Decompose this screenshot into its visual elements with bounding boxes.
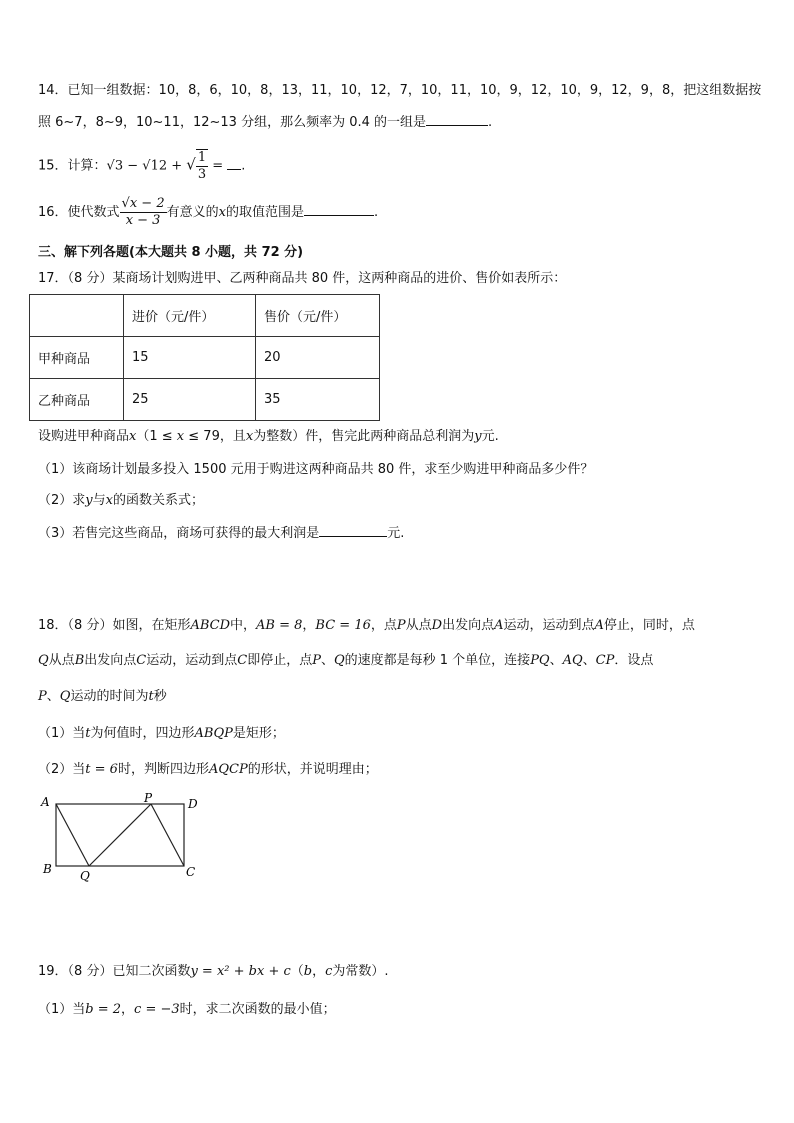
label-b: B — [43, 862, 52, 876]
q14-answer-blank[interactable] — [426, 113, 488, 126]
q18-line3: P、Q运动的时间为t秒 — [38, 689, 167, 704]
table-cell: 15 — [124, 337, 256, 379]
label-p: P — [144, 792, 153, 805]
q17-setup: 设购进甲种商品x（1 ≤ x ≤ 79，且x为整数）件，售完此两种商品总利润为y元. — [38, 429, 499, 444]
table-cell: 甲种商品 — [30, 337, 124, 379]
q18-part1: （1）当t为何值时，四边形ABQP是矩形； — [38, 726, 285, 741]
q19-line1: 19．（8 分）已知二次函数y = x² + bx + c（b，c为常数）. — [38, 964, 389, 979]
q18-line1: 18．（8 分）如图，在矩形ABCD中，AB = 8，BC = 16，点P从点D出发向点A运动，运动到点A停止，同时，点 — [38, 618, 695, 633]
q15-answer-blank[interactable] — [227, 157, 241, 170]
table-cell: 20 — [256, 337, 380, 379]
table-cell: 售价（元/件） — [256, 295, 380, 337]
table-cell: 25 — [124, 379, 256, 421]
q17-stem: 17．（8 分）某商场计划购进甲、乙两种商品共 80 件，这两种商品的进价、售价如表所示： — [38, 271, 567, 286]
section-heading: 三、解下列各题(本大题共 8 小题，共 72 分) — [38, 245, 304, 260]
q17-part2: （2）求y与x的函数关系式； — [38, 493, 205, 508]
label-c: C — [186, 865, 196, 879]
segment-aq — [56, 804, 89, 866]
table-header-row — [30, 295, 380, 337]
q14-line2: 照 6~7，8~9，10~11，12~13 分组，那么频率为 0.4 的一组是 . — [38, 115, 493, 130]
q17-part3: （3）若售完这些商品，商场可获得的最大利润是 元. — [38, 526, 405, 541]
table-cell — [30, 295, 124, 337]
q18-part2: （2）当t = 6时，判断四边形AQCP的形状，并说明理由； — [38, 762, 378, 777]
table-cell: 进价（元/件） — [124, 295, 256, 337]
table-row — [30, 379, 380, 421]
label-a: A — [41, 795, 50, 809]
q16-answer-blank[interactable] — [304, 203, 374, 216]
q15: 15．计算：√3 − √12 + √ $\frac{1}{3}$ = . — [38, 150, 246, 182]
label-q: Q — [80, 869, 90, 883]
q17-answer-blank[interactable] — [319, 524, 387, 537]
q15-fraction: $\frac{1}{3}$ — [197, 150, 207, 182]
q17-part1: （1）该商场计划最多投入 1500 元用于购进这两种商品共 80 件，求至少购进甲种商品多少件？ — [38, 462, 594, 477]
q18-line2: Q从点B出发向点C运动，运动到点C即停止，点P、Q的速度都是每秒 1 个单位，连接PQ、AQ、CP．设点 — [38, 653, 654, 668]
q16: 16．使代数式 $\frac{√x - 2}{x - 3}$ 有意义的x的取值范围是 . — [38, 196, 379, 228]
q16-fraction: $\frac{√x - 2}{x - 3}$ — [121, 196, 165, 228]
rectangle-figure — [34, 792, 214, 884]
label-d: D — [188, 797, 198, 811]
q19-part1: （1）当b = 2，c = −3时，求二次函数的最小值； — [38, 1002, 336, 1017]
table-cell: 35 — [256, 379, 380, 421]
segment-pc — [151, 804, 184, 866]
table-row — [30, 337, 380, 379]
q14-line1: 14．已知一组数据：10，8，6，10，8，13，11，10，12，7，10，11，10，9，12，10，9，12，9，8，把这组数据按 — [38, 83, 762, 98]
segment-qp — [89, 804, 151, 866]
table-cell: 乙种商品 — [30, 379, 124, 421]
price-table — [29, 294, 380, 421]
